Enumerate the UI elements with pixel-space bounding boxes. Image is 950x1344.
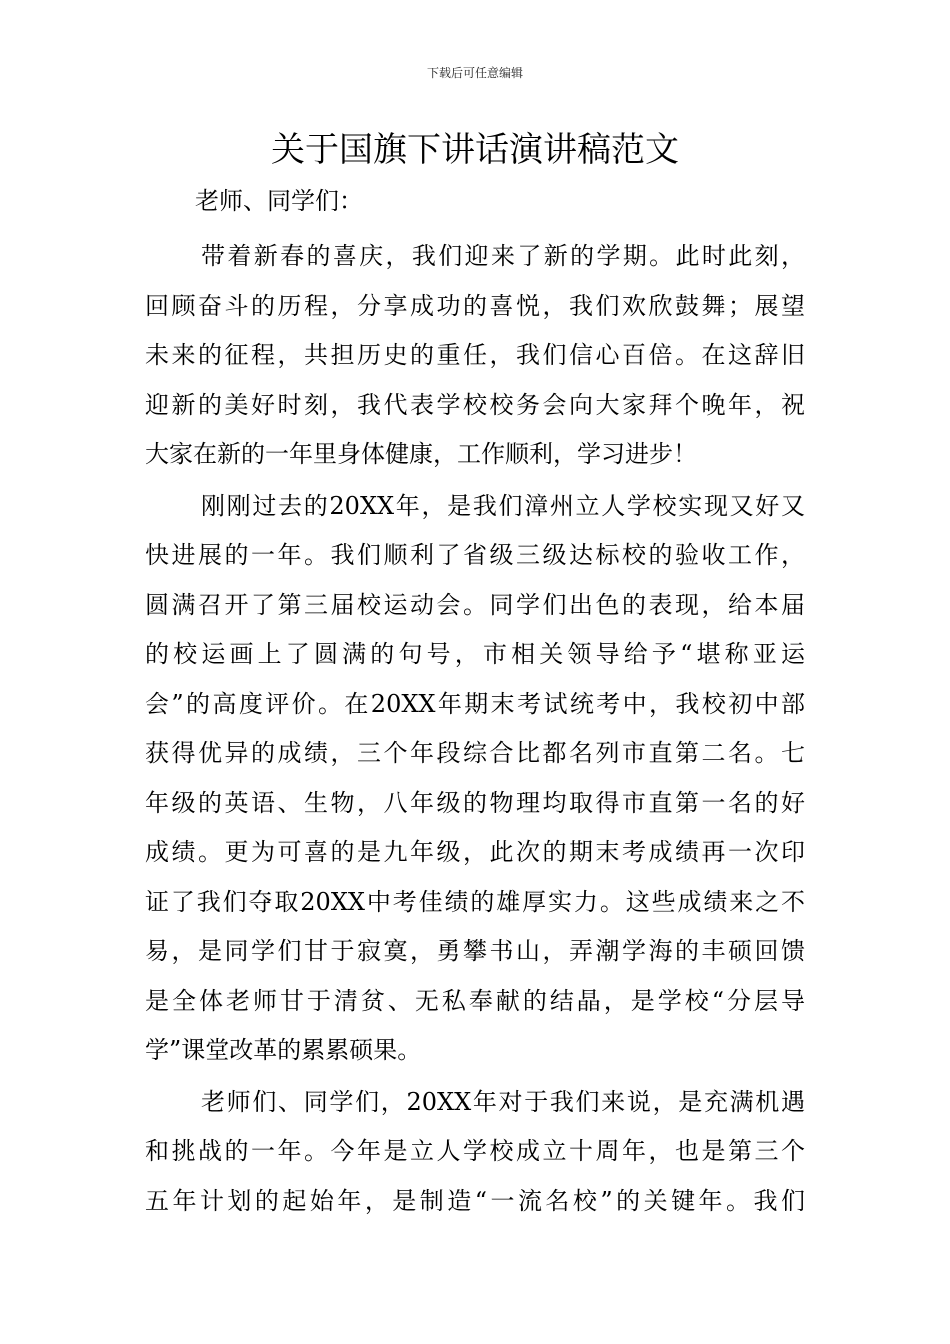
text-line: 未来的征程，共担历史的重任，我们信心百倍。在这辞旧 bbox=[145, 341, 805, 369]
text-line: 会”的高度评价。在20XX年期末考试统考中，我校初中部 bbox=[145, 689, 805, 718]
text-line: 五年计划的起始年，是制造“一流名校”的关键年。我们 bbox=[145, 1186, 805, 1215]
text-line: 成绩。更为可喜的是九年级，此次的期末考成绩再一次印 bbox=[145, 838, 805, 866]
text-line: 证了我们夺取20XX中考佳绩的雄厚实力。这些成绩来之不 bbox=[145, 887, 805, 916]
text-line: 学”课堂改革的累累硕果。 bbox=[145, 1036, 422, 1064]
text-line: 年级的英语、生物，八年级的物理均取得市直第一名的好 bbox=[145, 788, 805, 817]
document-body bbox=[145, 178, 805, 1226]
text-line: 带着新春的喜庆，我们迎来了新的学期。此时此刻， bbox=[201, 242, 805, 270]
text-line: 快进展的一年。我们顺利了省级三级达标校的验收工作， bbox=[145, 541, 805, 569]
text-line: 老师们、同学们，20XX年对于我们来说，是充满机遇 bbox=[201, 1087, 805, 1116]
text-line: 刚刚过去的20XX年，是我们漳州立人学校实现又好又 bbox=[201, 491, 805, 520]
text-line: 大家在新的一年里身体健康，工作顺利，学习进步！ bbox=[145, 440, 697, 468]
text-line: 迎新的美好时刻，我代表学校校务会向大家拜个晚年，祝 bbox=[145, 390, 805, 419]
salutation: 老师、同学们： bbox=[195, 187, 363, 215]
text-line: 的校运画上了圆满的句号，市相关领导给予“堪称亚运 bbox=[145, 640, 805, 668]
text-line: 回顾奋斗的历程，分享成功的喜悦，我们欢欣鼓舞；展望 bbox=[145, 291, 805, 320]
header-note: 下载后可任意编辑 bbox=[426, 66, 523, 80]
text-line: 圆满召开了第三届校运动会。同学们出色的表现，给本届 bbox=[145, 590, 805, 619]
paragraph-3 bbox=[145, 1078, 805, 1227]
paragraph-2 bbox=[145, 482, 805, 1076]
text-line: 获得优异的成绩，三个年段综合比都名列市直第二名。七 bbox=[145, 739, 805, 767]
text-line: 是全体老师甘于清贫、无私奉献的结晶，是学校“分层导 bbox=[145, 986, 805, 1015]
paragraph-1 bbox=[145, 232, 805, 480]
text-line: 易，是同学们甘于寂寞，勇攀书山，弄潮学海的丰硕回馈 bbox=[145, 937, 805, 965]
text-line: 和挑战的一年。今年是立人学校成立十周年，也是第三个 bbox=[145, 1137, 805, 1165]
document-title: 关于国旗下讲话演讲稿范文 bbox=[271, 130, 679, 170]
